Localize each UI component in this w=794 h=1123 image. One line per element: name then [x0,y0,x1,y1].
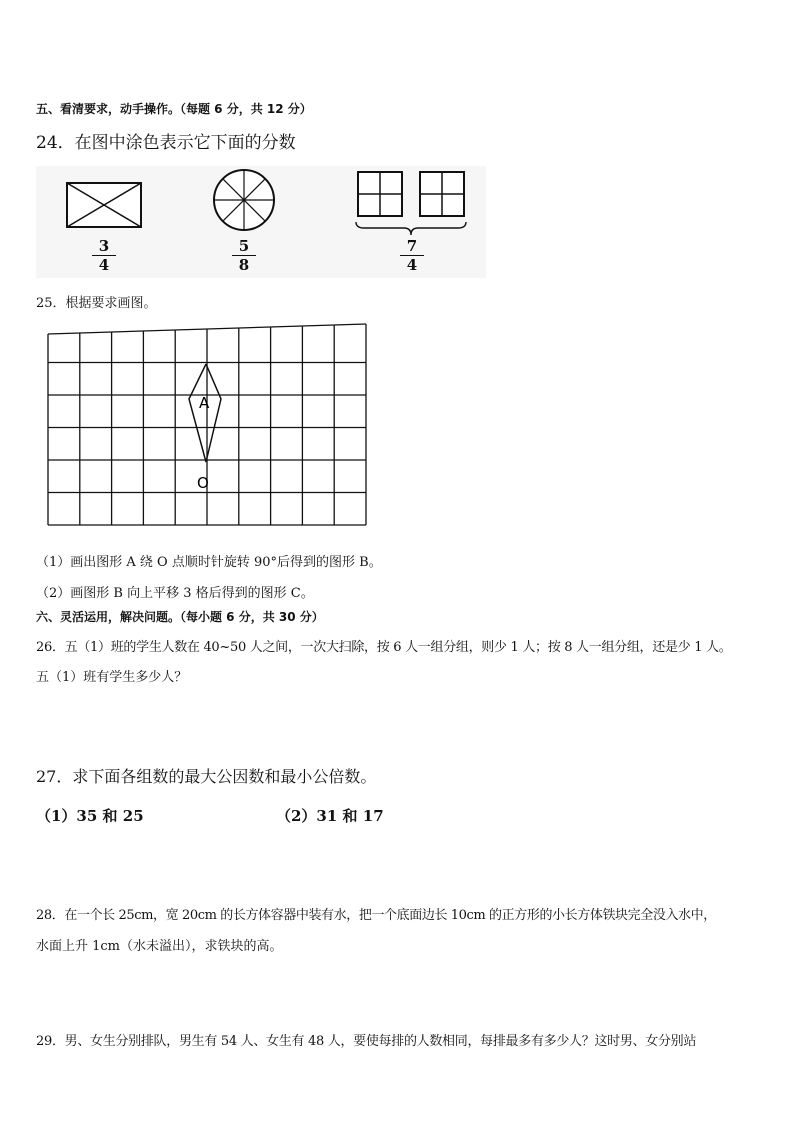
fraction-3-4: 3 4 [92,238,116,273]
label-a: A [199,394,210,412]
question-25-grid [46,322,370,530]
section-5-heading: 五、看清要求，动手操作。（每题 6 分，共 12 分） [36,102,312,116]
label-o: O [197,474,209,492]
kite-shape-a [189,364,221,462]
question-24-text: 24．在图中涂色表示它下面的分数 [36,133,296,153]
question-28-line-1: 28．在一个长 25cm，宽 20cm 的长方体容器中装有水，把一个底面边长 10cm 的正方形的小长方体铁块完全没入水中， [36,908,716,923]
question-27-item-2: （2）31 和 17 [276,807,384,825]
question-25-text: 25．根据要求画图。 [36,296,157,311]
question-24-figures [36,166,486,278]
fraction-5-8: 5 8 [232,238,256,273]
question-26-line-2: 五（1）班有学生多少人？ [36,670,188,685]
question-26-line-1: 26．五（1）班的学生人数在 40~50 人之间，一次大扫除，按 6 人一组分组，则少 1 人；按 8 人一组分组，还是少 1 人。 [36,640,732,655]
section-6-heading: 六、灵活运用，解决问题。（每小题 6 分，共 30 分） [36,610,324,624]
circle-figure [212,168,276,232]
fraction-7-4: 7 4 [400,238,424,273]
question-28-line-2: 水面上升 1cm（水未溢出），求铁块的高。 [36,939,283,954]
question-25-task-2: （2）画图形 B 向上平移 3 格后得到的图形 C。 [36,586,314,601]
squares-figure [354,170,470,238]
question-27-item-1: （1）35 和 25 [36,807,144,825]
rectangle-figure [66,182,142,228]
question-29-line-1: 29．男、女生分别排队，男生有 54 人、女生有 48 人，要使每排的人数相同，每排最多有多少人？这时男、女分别站 [36,1034,697,1049]
question-25-task-1: （1）画出图形 A 绕 O 点顺时针旋转 90°后得到的图形 B。 [36,555,382,570]
question-27-text: 27．求下面各组数的最大公因数和最小公倍数。 [36,767,377,786]
